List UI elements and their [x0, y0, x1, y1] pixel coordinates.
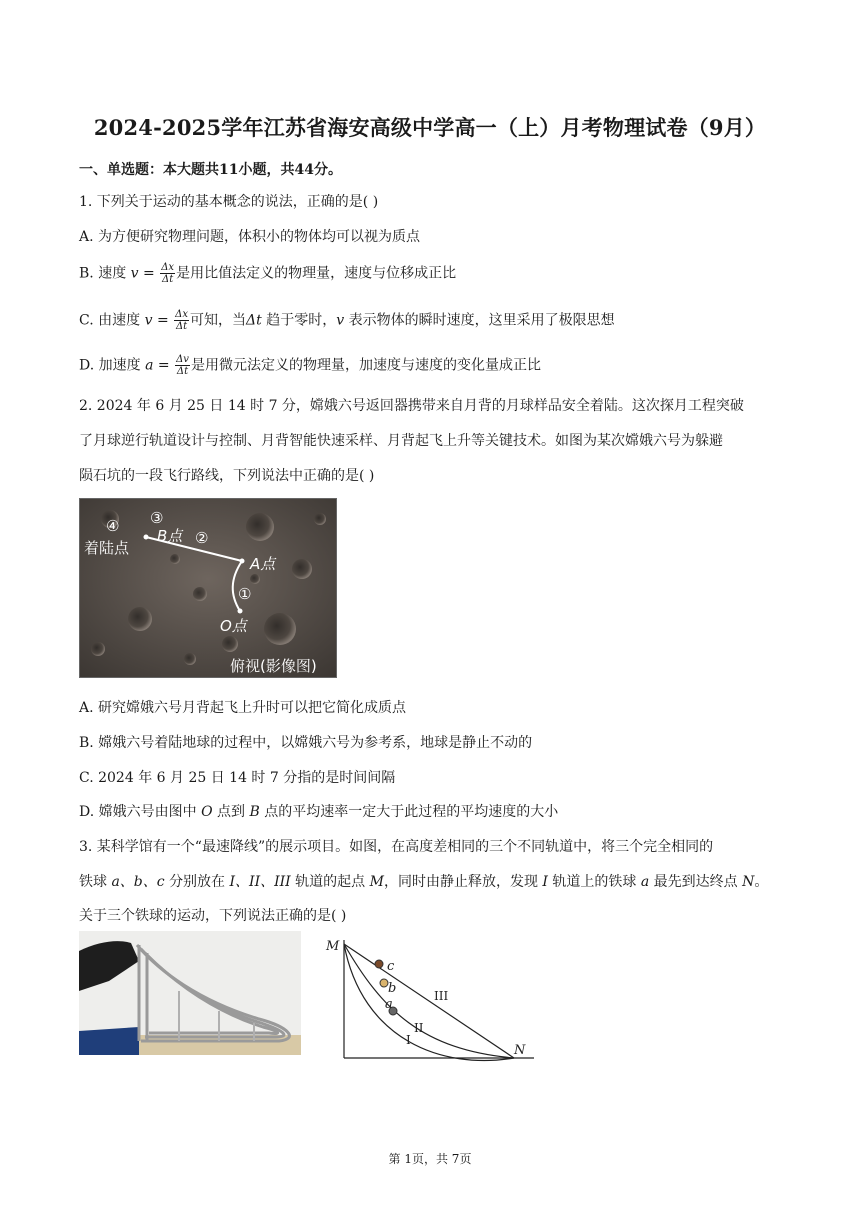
- q2-stem-line2: 了月球逆行轨道设计与控制、月背智能快速采样、月背起飞上升等关键技术。如图为某次嫦娥六号为躲避: [79, 433, 723, 449]
- q1-option-c-mid: 可知，当: [190, 312, 246, 329]
- o-point-label: O点: [220, 617, 247, 635]
- track-ii-label: II: [414, 1021, 424, 1035]
- m-symbol: M: [369, 874, 384, 890]
- q2-option-c: C. 2024 年 6 月 25 日 14 时 7 分指的是时间间隔: [79, 770, 396, 786]
- q2-option-a: A. 研究嫦娥六号月背起飞上升时可以把它简化成质点: [79, 700, 407, 716]
- q1-option-a: A. 为方便研究物理问题，体积小的物体均可以视为质点: [79, 229, 421, 245]
- q1-stem: 1. 下列关于运动的基本概念的说法，正确的是( ): [79, 194, 379, 210]
- a-symbol: a: [640, 874, 650, 890]
- q2-option-d-prefix: D. 嫦娥六号由图中: [79, 804, 197, 820]
- ball-b: [380, 979, 388, 987]
- point-n-label: N: [514, 1043, 526, 1058]
- track-i-symbol: I: [542, 874, 548, 890]
- q3-stem-line2: [79, 871, 768, 891]
- q3-text: 轨道的起点: [295, 874, 366, 890]
- velocity-formula-lhs: v =: [144, 312, 169, 329]
- track-symbols: I、II、III: [229, 874, 291, 890]
- fraction-denominator: Δt: [176, 366, 189, 377]
- q3-text: 分别放在: [169, 874, 226, 890]
- q1-option-d-prefix: D. 加速度: [79, 357, 141, 374]
- acceleration-formula-lhs: a =: [145, 357, 170, 374]
- label-4: ④: [106, 517, 120, 535]
- velocity-fraction: [174, 309, 189, 332]
- q1-option-c-prefix: C. 由速度: [79, 312, 141, 329]
- fraction-numerator: Δx: [161, 262, 175, 273]
- q3-text: ，同时由静止释放，发现: [383, 874, 538, 890]
- q1-option-b: [79, 262, 456, 285]
- delta-t-symbol: Δt: [246, 312, 262, 329]
- q2-stem-line1: 2. 2024 年 6 月 25 日 14 时 7 分，嫦娥六号返回器携带来自月背的月球样品安全着陆。这次探月工程突破: [79, 398, 744, 414]
- label-1: ①: [238, 585, 252, 603]
- point-b-marker: [144, 535, 149, 540]
- landing-point-label: 着陆点: [84, 539, 130, 557]
- acceleration-fraction: [175, 354, 190, 377]
- q3-stem-line3: 关于三个铁球的运动，下列说法正确的是( ): [79, 908, 347, 924]
- label-2: ②: [195, 529, 209, 547]
- q1-option-c: [79, 309, 615, 332]
- section-heading: 一、单选题：本大题共11小题，共44分。: [79, 162, 342, 178]
- velocity-formula-lhs: v =: [130, 265, 155, 282]
- q1-option-c-end: 表示物体的瞬时速度，这里采用了极限思想: [348, 312, 615, 329]
- ball-a-label: a: [385, 997, 393, 1012]
- tracks-diagram: [322, 930, 538, 1062]
- fraction-numerator: Δx: [175, 309, 188, 320]
- q3-text: 。: [754, 874, 769, 890]
- b-point-label: B点: [157, 527, 183, 545]
- page-footer: 第 1页，共 7页: [388, 1152, 472, 1166]
- q1-option-c-post: 趋于零时，: [266, 312, 337, 329]
- brachistochrone-photo: [79, 931, 301, 1055]
- label-3: ③: [150, 509, 164, 527]
- q3-stem-line1: 3. 某科学馆有一个“最速降线”的展示项目。如图，在高度差相同的三个不同轨道中，将三个完全相同的: [79, 839, 714, 855]
- point-a-marker: [240, 559, 245, 564]
- q1-option-b-text: 是用比值法定义的物理量，速度与位移成正比: [176, 265, 457, 282]
- lunar-flight-path-image: [79, 498, 337, 678]
- ball-c: [375, 960, 383, 968]
- point-o-marker: [238, 609, 243, 614]
- fraction-denominator: Δt: [162, 274, 174, 285]
- q3-text: 铁球: [79, 874, 107, 890]
- image-caption: 俯视(影像图): [230, 657, 317, 675]
- q3-text: 轨道上的铁球: [552, 874, 637, 890]
- ball-symbols: a、b、c: [111, 874, 165, 890]
- fraction-denominator: Δt: [175, 321, 188, 332]
- ball-c-label: c: [387, 959, 395, 974]
- a-point-label: A点: [250, 555, 276, 573]
- exam-title: 2024-2025学年江苏省海安高级中学高一（上）月考物理试卷（9月）: [93, 115, 767, 140]
- b-symbol: B: [249, 804, 260, 820]
- q3-text: 最先到达终点: [653, 874, 738, 890]
- fraction-numerator: Δv: [176, 354, 189, 365]
- track-iii-label: III: [434, 989, 449, 1003]
- q2-option-d-mid: 点到: [217, 804, 246, 820]
- track-iii: [344, 944, 514, 1058]
- point-m-label: M: [326, 939, 340, 954]
- blue-stand: [79, 1027, 139, 1055]
- track-i-label: I: [406, 1033, 411, 1047]
- v-symbol: v: [336, 312, 345, 329]
- ball-b-label: b: [388, 981, 397, 996]
- q1-option-d-text: 是用微元法定义的物理量，加速度与速度的变化量成正比: [190, 357, 541, 374]
- velocity-fraction: [160, 262, 175, 285]
- n-symbol: N: [742, 874, 755, 890]
- q2-option-d: [79, 801, 558, 821]
- q2-option-d-post: 点的平均速率一定大于此过程的平均速度的大小: [264, 804, 559, 820]
- q2-stem-line3: 陨石坑的一段飞行路线，下列说法中正确的是( ): [79, 468, 375, 484]
- q2-option-b: B. 嫦娥六号着陆地球的过程中，以嫦娥六号为参考系，地球是静止不动的: [79, 735, 533, 751]
- q1-option-b-prefix: B. 速度: [79, 265, 127, 282]
- o-symbol: O: [201, 804, 213, 820]
- q1-option-d: [79, 354, 541, 377]
